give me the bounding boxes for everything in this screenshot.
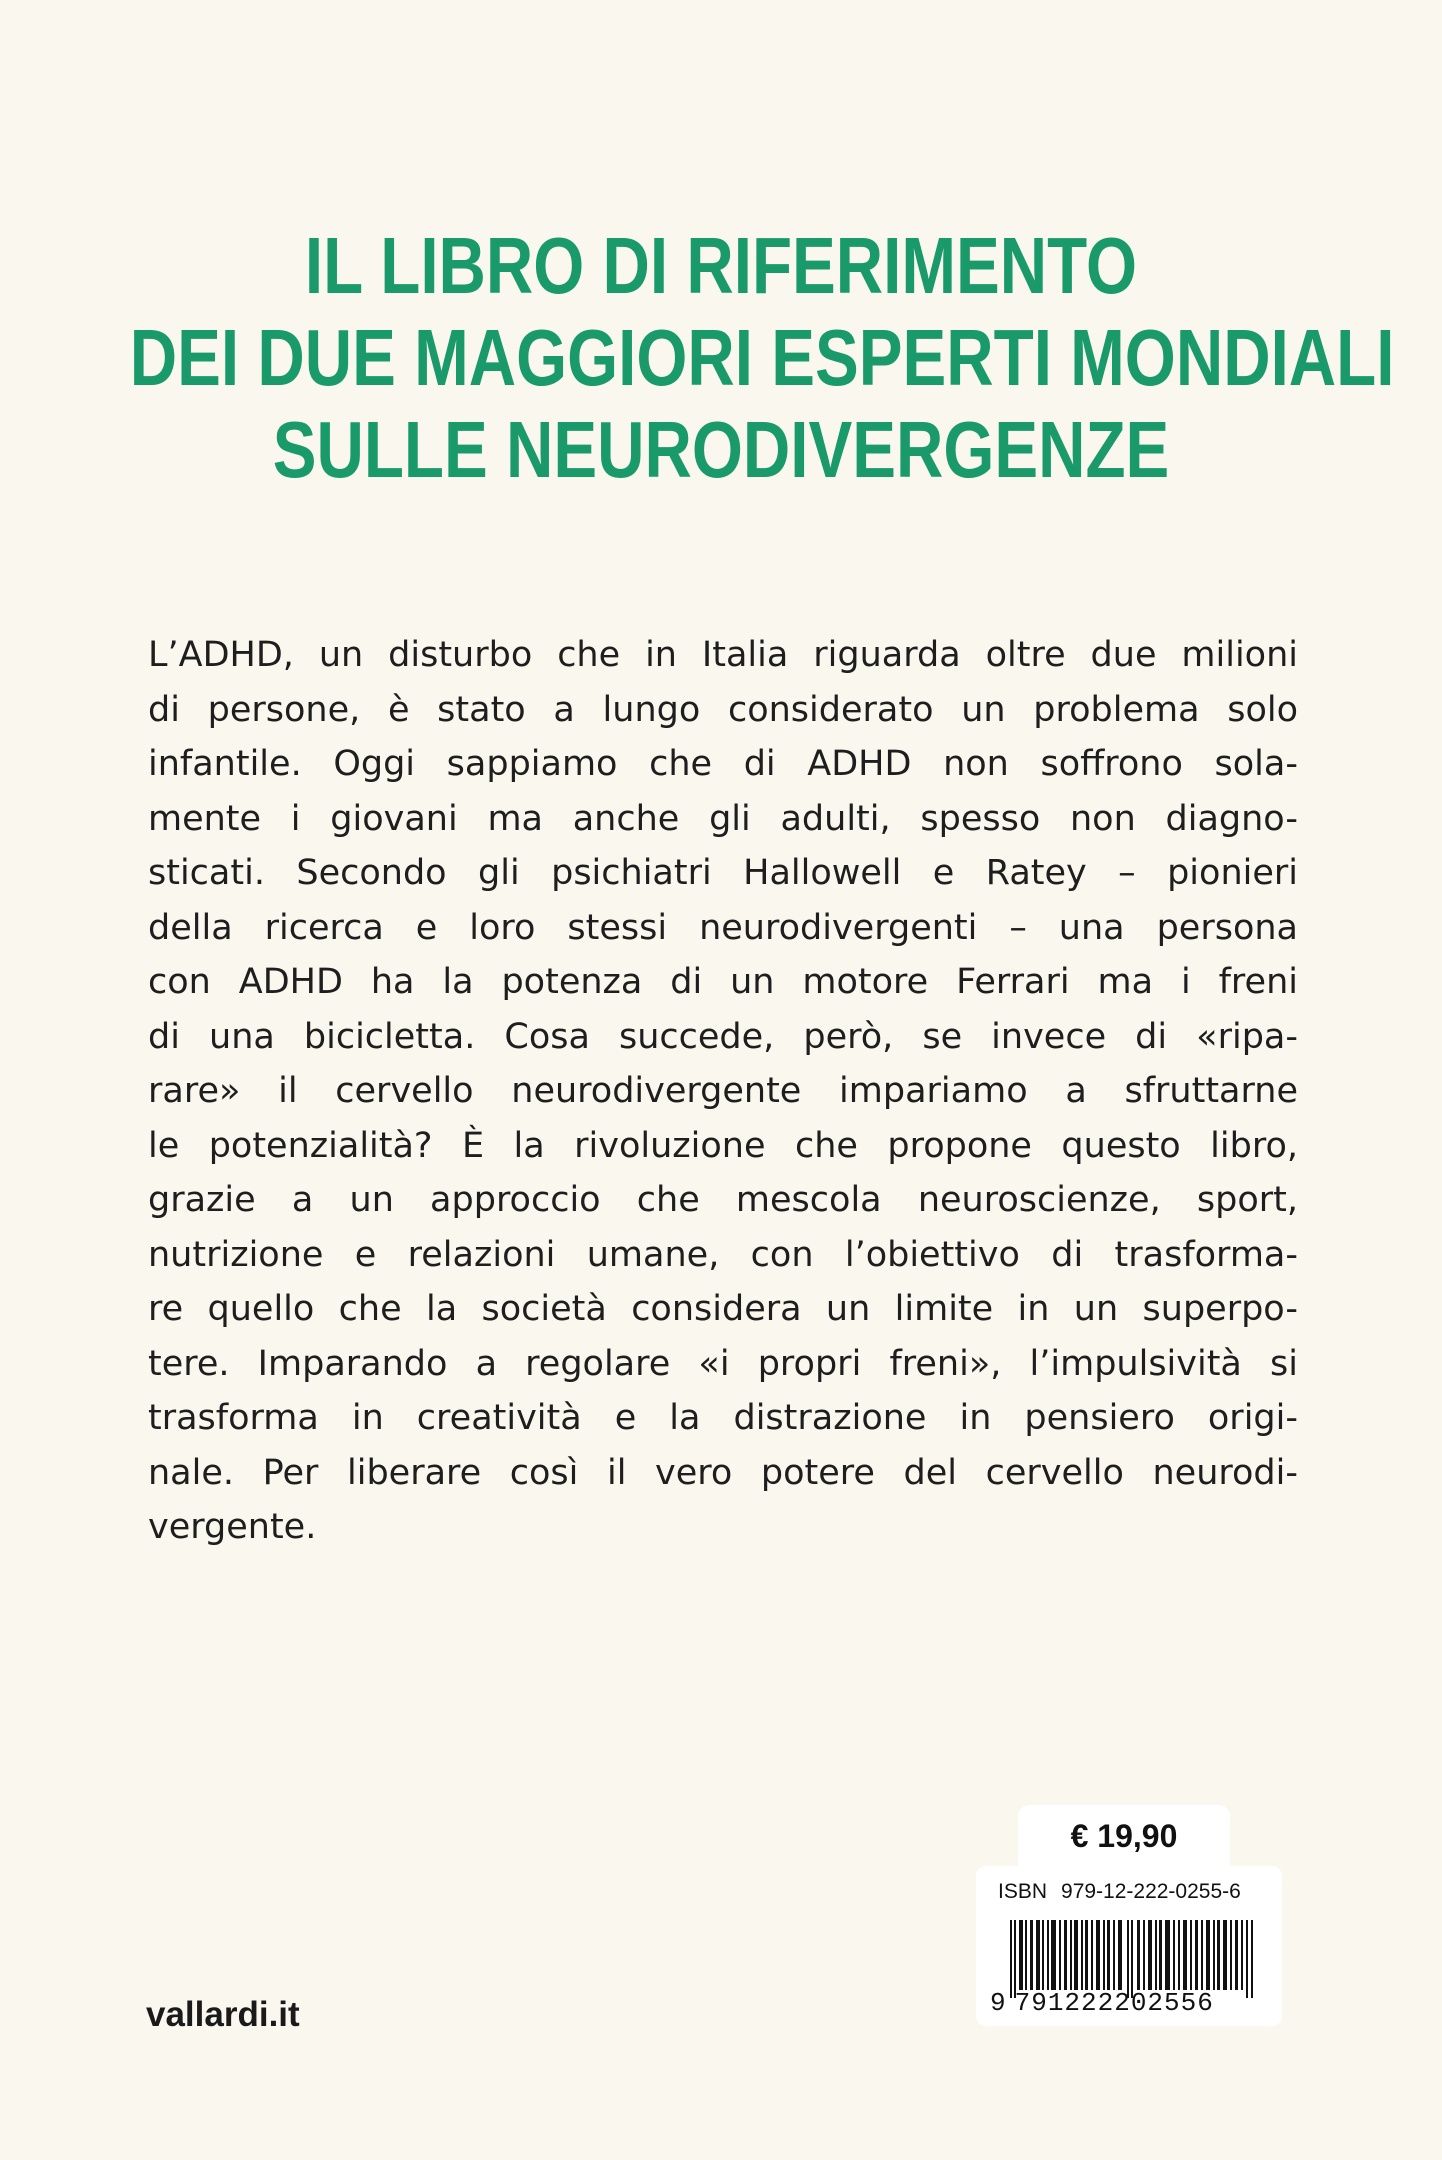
blurb-line: mente i giovani ma anche gli adulti, spesso non diagno- [148,798,1298,839]
headline-line: DEI DUE MAGGIORI ESPERTI MONDIALI [129,313,1395,402]
isbn-number: 979-12-222-0255-6 [1061,1880,1241,1903]
blurb-line: con ADHD ha la potenza di un motore Ferrari ma i freni [148,962,1298,1002]
blurb-line: trasforma in creatività e la distrazione in pensiero origi- [148,1398,1298,1438]
publisher-website[interactable]: vallardi.it [146,1995,300,2034]
blurb-line: rare» il cervello neurodivergente impariamo a sfruttarne [148,1071,1298,1111]
blurb-paragraph [148,628,1298,1555]
blurb-line: di una bicicletta. Cosa succede, però, se invece di «ripa- [148,1016,1298,1057]
headline-line: IL LIBRO DI RIFERIMENTO [304,221,1138,310]
blurb-line: della ricerca e loro stessi neurodivergenti – una persona [148,907,1298,948]
blurb-line: nale. Per liberare così il vero potere del cervello neurodi- [148,1452,1298,1493]
isbn-prefix: ISBN [998,1880,1048,1903]
blurb-line: sticati. Secondo gli psichiatri Hallowell e Ratey – pionieri [148,853,1298,893]
headline [129,220,1395,496]
blurb-line: vergente. [148,1507,317,1547]
blurb-line: nutrizione e relazioni umane, con l’obiettivo di trasforma- [148,1234,1298,1275]
isbn-label [998,1880,1241,1904]
blurb-line: infantile. Oggi sappiamo che di ADHD non soffrono sola- [148,744,1298,784]
blurb-line: re quello che la società considera un limite in un superpo- [148,1289,1298,1329]
isbn-barcode-panel [976,1866,1282,2026]
blurb-line: tere. Imparando a regolare «i propri freni», l’impulsività si [148,1343,1298,1384]
price-tag: € 19,90 [1018,1805,1230,1867]
barcode-number: 791222202556 [1014,1988,1214,2018]
barcode-icon [1010,1920,1260,1998]
blurb-line: le potenzialità? È la rivoluzione che propone questo libro, [148,1125,1298,1166]
barcode-first-digit: 9 [990,1988,1007,2018]
barcode-digits [990,1988,1270,2018]
blurb-line: di persone, è stato a lungo considerato un problema solo [148,689,1298,730]
blurb-line: grazie a un approccio che mescola neuroscienze, sport, [148,1180,1298,1220]
headline-line: SULLE NEURODIVERGENZE [272,405,1170,494]
blurb-line: L’ADHD, un disturbo che in Italia riguarda oltre due milioni [148,635,1298,675]
